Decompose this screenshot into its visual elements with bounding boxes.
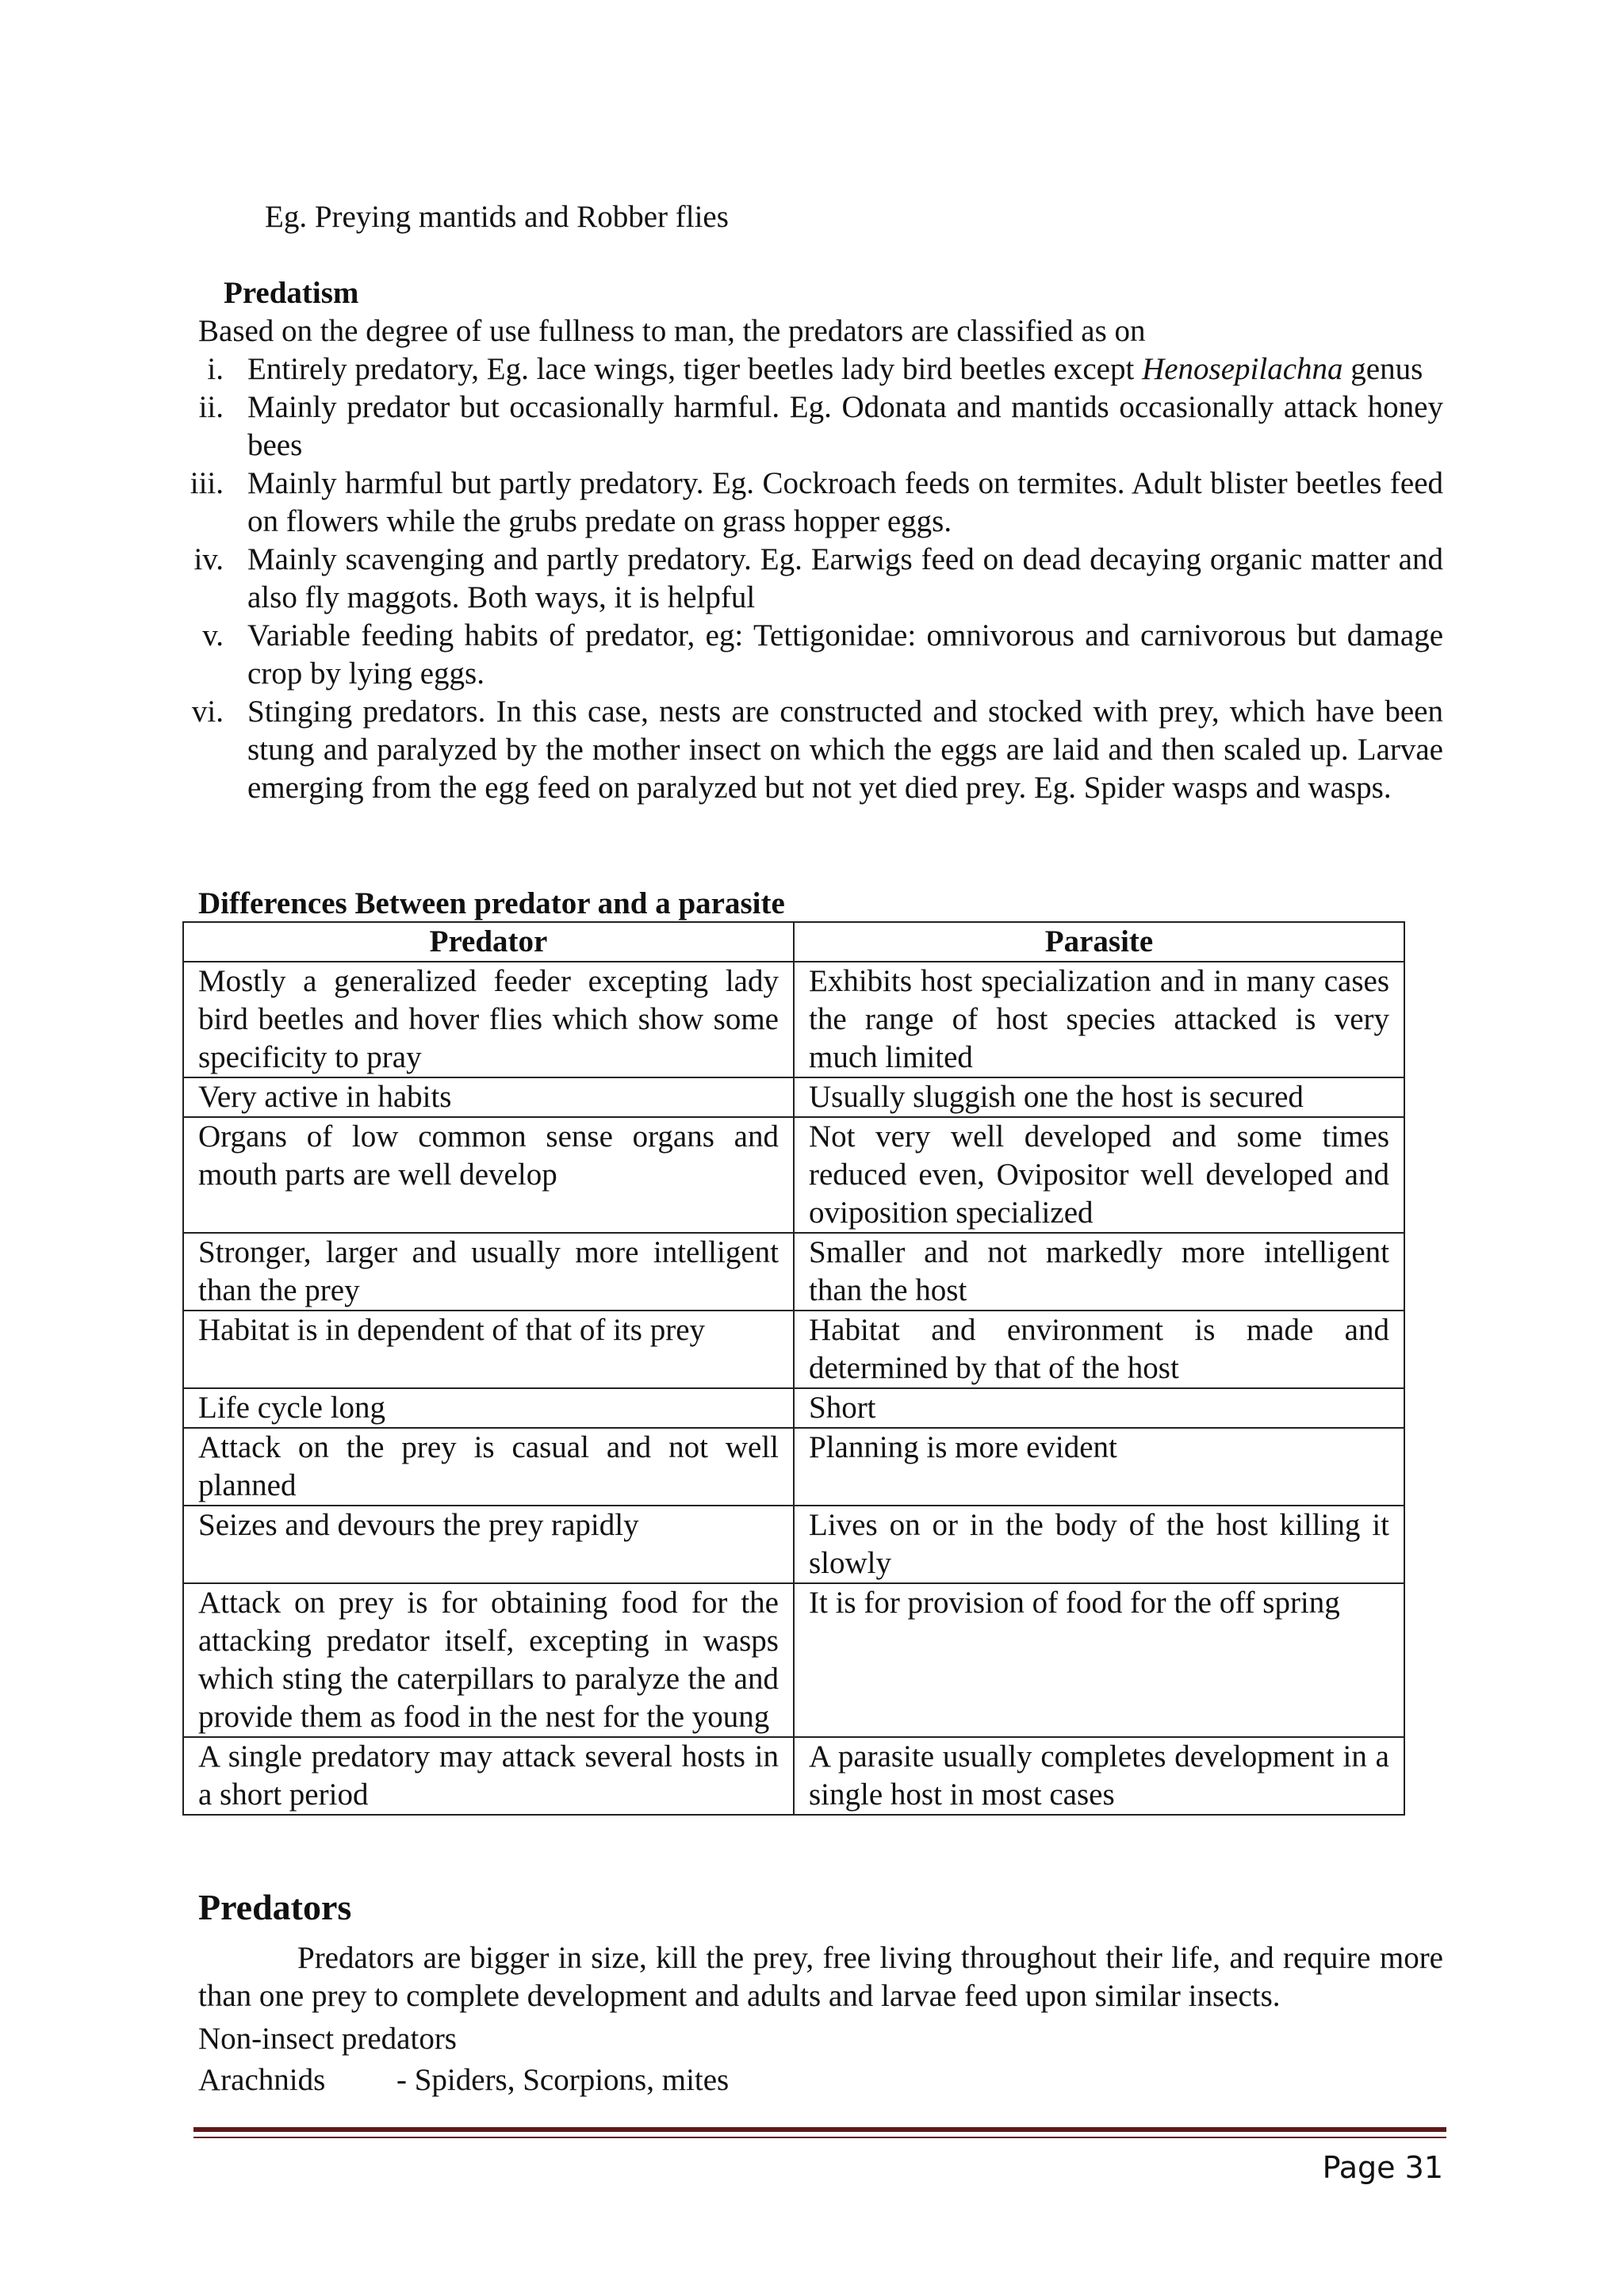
- table-row: [183, 1077, 1404, 1117]
- parasite-cell: Planning is more evident: [794, 1428, 1404, 1506]
- predator-cell: Stronger, larger and usually more intelligent than the prey: [183, 1233, 794, 1311]
- parasite-cell: Exhibits host specialization and in many cases the range of host species attacked is very much limited: [794, 962, 1404, 1077]
- predator-cell: Attack on the prey is casual and not well planned: [183, 1428, 794, 1506]
- parasite-cell: It is for provision of food for the off spring: [794, 1583, 1404, 1737]
- predatism-heading: Predatism: [224, 276, 359, 310]
- table-row: [183, 1428, 1404, 1506]
- table-row: [183, 1311, 1404, 1388]
- predator-classification-list: [174, 350, 1443, 807]
- footer-rule-thin: [193, 2137, 1446, 2138]
- table-heading: Differences Between predator and a parasite: [198, 886, 785, 920]
- list-item: [174, 350, 1443, 388]
- predator-cell: Attack on prey is for obtaining food for the attacking predator itself, excepting in wasps which sting the caterpillars to paralyze the and provide them as food in the nest for the young: [183, 1583, 794, 1737]
- parasite-cell: Smaller and not markedly more intelligent than the host: [794, 1233, 1404, 1311]
- list-item: [174, 465, 1443, 541]
- predator-cell: Mostly a generalized feeder excepting lady bird beetles and hover flies which show some specificity to pray: [183, 962, 794, 1077]
- parasite-cell: Lives on or in the body of the host killing it slowly: [794, 1506, 1404, 1583]
- arachnids-line: [198, 2061, 729, 2099]
- list-number: v.: [202, 618, 224, 652]
- list-text: Mainly harmful but partly predatory. Eg. Cockroach feeds on termites. Adult blister beetles feed on flowers while the grubs predate on grass hopper eggs.: [247, 466, 1443, 538]
- list-item: [174, 693, 1443, 807]
- table-row: [183, 1737, 1404, 1815]
- differences-table: [182, 921, 1405, 1816]
- table-header-row: [183, 922, 1404, 962]
- list-text-part: genus: [1342, 352, 1423, 386]
- arachnids-value: - Spiders, Scorpions, mites: [396, 2063, 730, 2097]
- header-parasite: Parasite: [794, 922, 1404, 962]
- footer-rule-thick: [193, 2127, 1446, 2132]
- predator-cell: Life cycle long: [183, 1388, 794, 1428]
- predator-cell: Habitat is in dependent of that of its prey: [183, 1311, 794, 1388]
- list-number: i.: [207, 352, 224, 386]
- parasite-cell: Short: [794, 1388, 1404, 1428]
- list-text: Mainly predator but occasionally harmful. Eg. Odonata and mantids occasionally attack honey bees: [247, 390, 1443, 462]
- list-number: ii.: [198, 390, 224, 424]
- intro-example: Eg. Preying mantids and Robber flies: [265, 200, 729, 234]
- list-item: [174, 388, 1443, 465]
- predator-cell: Very active in habits: [183, 1077, 794, 1117]
- list-number: vi.: [191, 695, 224, 729]
- list-text: Variable feeding habits of predator, eg: Tettigonidae: omnivorous and carnivorous but damage crop by lying eggs.: [247, 618, 1443, 691]
- genus-name: Henosepilachna: [1142, 352, 1343, 386]
- arachnids-label: Arachnids: [198, 2063, 326, 2097]
- header-predator: Predator: [183, 922, 794, 962]
- predator-cell: A single predatory may attack several hosts in a short period: [183, 1737, 794, 1815]
- predators-paragraph: Predators are bigger in size, kill the prey, free living throughout their life, and require more than one prey to complete development and adults and larvae feed upon similar insects.: [198, 1941, 1443, 2013]
- parasite-cell: Habitat and environment is made and determined by that of the host: [794, 1311, 1404, 1388]
- list-item: [174, 541, 1443, 617]
- parasite-cell: A parasite usually completes development in a single host in most cases: [794, 1737, 1404, 1815]
- list-text-part: Entirely predatory, Eg. lace wings, tiger beetles lady bird beetles except: [247, 352, 1143, 386]
- table-row: [183, 1583, 1404, 1737]
- parasite-cell: Usually sluggish one the host is secured: [794, 1077, 1404, 1117]
- list-number: iv.: [193, 542, 224, 576]
- table-row: [183, 1117, 1404, 1233]
- non-insect-heading: Non-insect predators: [198, 2022, 457, 2056]
- table-row: [183, 962, 1404, 1077]
- page-number: Page 31: [1322, 2150, 1443, 2185]
- list-item: [174, 617, 1443, 693]
- predatism-lead: Based on the degree of use fullness to man, the predators are classified as on: [198, 314, 1146, 348]
- predator-cell: Seizes and devours the prey rapidly: [183, 1506, 794, 1583]
- table-row: [183, 1233, 1404, 1311]
- list-text: [247, 350, 1443, 388]
- predator-cell: Organs of low common sense organs and mouth parts are well develop: [183, 1117, 794, 1233]
- table-row: [183, 1506, 1404, 1583]
- predators-title: Predators: [198, 1887, 352, 1927]
- list-number: iii.: [190, 466, 224, 500]
- parasite-cell: Not very well developed and some times reduced even, Ovipositor well developed and oviposition specialized: [794, 1117, 1404, 1233]
- list-text: Stinging predators. In this case, nests are constructed and stocked with prey, which have been stung and paralyzed by the mother insect on which the eggs are laid and then scaled up. Larvae emerging from the egg feed on paralyzed but not yet died prey. Eg. Spider wasps and wasps.: [247, 695, 1443, 805]
- table-row: [183, 1388, 1404, 1428]
- list-text: Mainly scavenging and partly predatory. Eg. Earwigs feed on dead decaying organic matter and also fly maggots. Both ways, it is helpful: [247, 542, 1443, 614]
